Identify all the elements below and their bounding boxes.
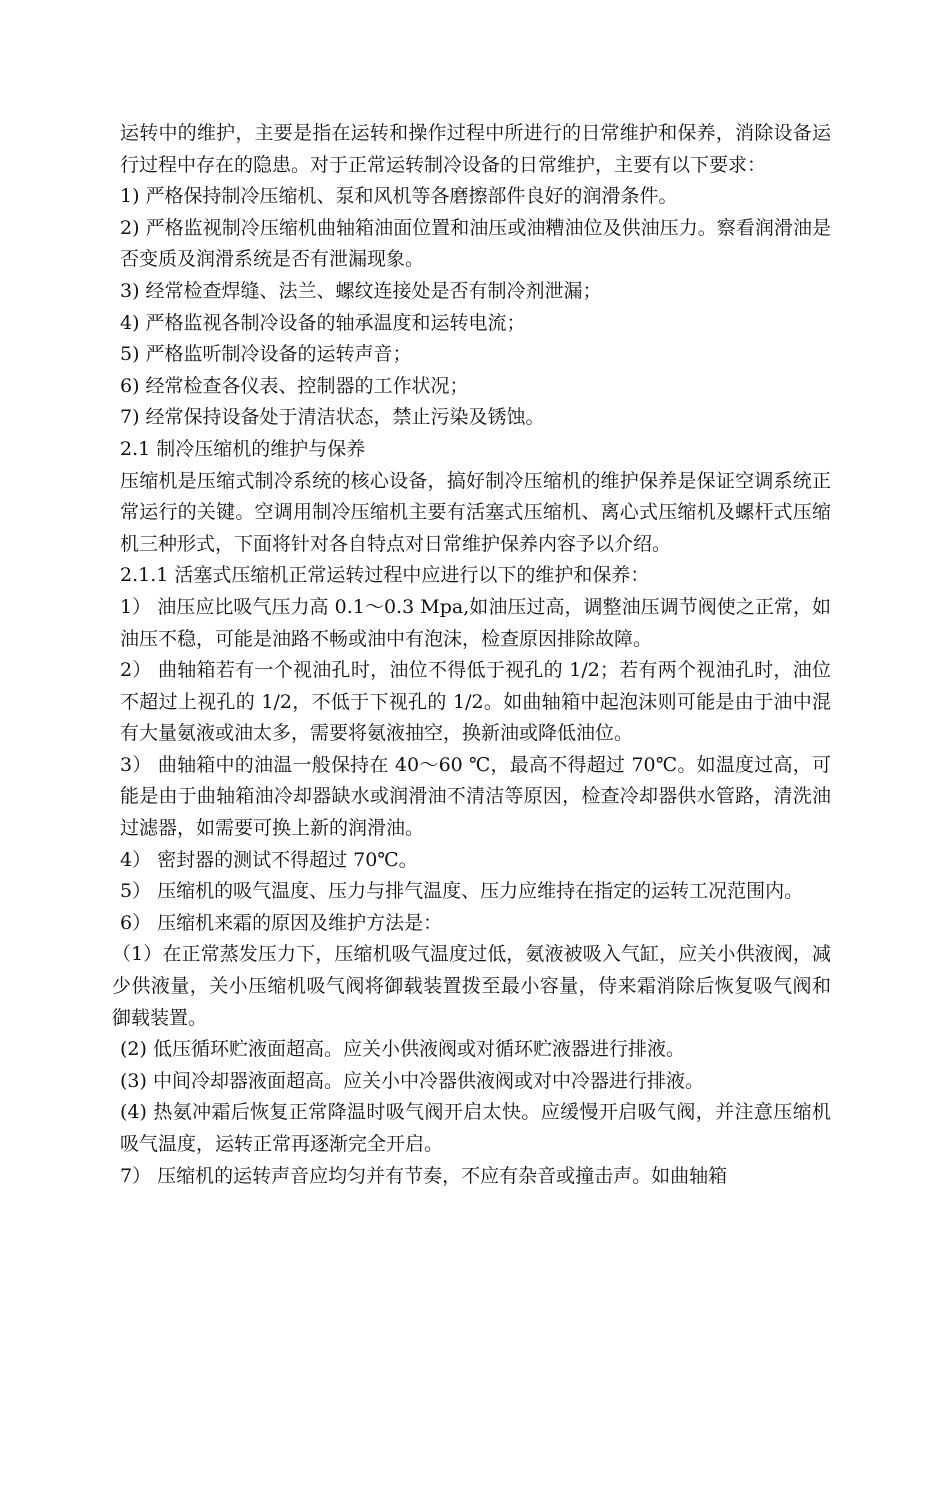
maintenance-item-4: 4） 密封器的测试不得超过 70℃。 [120, 848, 418, 871]
frost-cause-item-2: (2) 低压循环贮液面超高。应关小供液阀或对循环贮液器进行排液。 [120, 1038, 685, 1061]
intro-paragraph: 运转中的维护，主要是指在运转和操作过程中所进行的日常维护和保养，消除设备运行过程中存在的隐患。对于正常运转制冷设备的日常维护，主要有以下要求： [120, 122, 831, 176]
requirement-item-6: 6) 经常检查各仪表、控制器的工作状况； [120, 374, 469, 397]
compressor-overview-paragraph: 压缩机是压缩式制冷系统的核心设备，搞好制冷压缩机的维护保养是保证空调系统正常运行的关键。空调用制冷压缩机主要有活塞式压缩机、离心式压缩机及螺杆式压缩机三种形式，下面将针对各自特点对日常维护保养内容予以介绍。 [120, 469, 831, 555]
frost-cause-item-4: (4) 热氨冲霜后恢复正常降温时吸气阀开启太快。应缓慢开启吸气阀，并注意压缩机吸气温度，运转正常再逐渐完全开启。 [120, 1101, 831, 1155]
document-page [112, 118, 831, 1192]
maintenance-item-7: 7） 压缩机的运转声音应均匀并有节奏，不应有杂音或撞击声。如曲轴箱 [120, 1164, 728, 1187]
requirement-item-4: 4) 严格监视各制冷设备的轴承温度和运转电流； [120, 311, 526, 334]
maintenance-item-5: 5） 压缩机的吸气温度、压力与排气温度、压力应维持在指定的运转工况范围内。 [120, 880, 804, 903]
requirement-item-2: 2) 严格监视制冷压缩机曲轴箱油面位置和油压或油糟油位及供油压力。察看润滑油是否变质及润滑系统是否有泄漏现象。 [120, 216, 831, 271]
frost-cause-item-1: （1）在正常蒸发压力下，压缩机吸气温度过低，氨液被吸入气缸，应关小供液阀，减少供液量，关小压缩机吸气阀将御载装置拨至最小容量，侍来霜消除后恢复吸气阀和御载装置。 [112, 943, 831, 1029]
maintenance-item-3: 3） 曲轴箱中的油温一般保持在 40～60 ℃，最高不得超过 70℃。如温度过高，可能是由于曲轴箱油冷却器缺水或润滑油不清洁等原因，检查冷却器供水管路，清洗油过滤器，如需要可换上新的润滑油。 [120, 753, 831, 840]
maintenance-item-2: 2） 曲轴箱若有一个视油孔时，油位不得低于视孔的 1/2；若有两个视油孔时，油位不超过上视孔的 1/2，不低于下视孔的 1/2。如曲轴箱中起泡沫则可能是由于油中混有大量氨液或油太多，需要将氨液抽空，换新油或降低油位。 [120, 659, 831, 745]
requirement-item-1: 1) 严格保持制冷压缩机、泵和风机等各磨擦部件良好的润滑条件。 [120, 185, 678, 208]
section-heading-2-1: 2.1 制冷压缩机的维护与保养 [120, 437, 366, 460]
section-heading-2-1-1: 2.1.1 活塞式压缩机正常运转过程中应进行以下的维护和保养： [120, 564, 650, 587]
maintenance-item-6: 6） 压缩机来霜的原因及维护方法是： [120, 911, 443, 934]
requirement-item-7: 7) 经常保持设备处于清洁状态，禁止污染及锈蚀。 [120, 406, 545, 429]
requirement-item-5: 5) 严格监听制冷设备的运转声音； [120, 343, 412, 366]
maintenance-item-1: 1） 油压应比吸气压力高 0.1～0.3 Mpa,如油压过高，调整油压调节阀使之正常，如油压不稳，可能是油路不畅或油中有泡沫，检查原因排除故障。 [120, 595, 831, 650]
frost-cause-item-3: (3) 中间冷却器液面超高。应关小中冷器供液阀或对中冷器进行排液。 [120, 1069, 704, 1092]
requirement-item-3: 3) 经常检查焊缝、法兰、螺纹连接处是否有制冷剂泄漏； [120, 279, 602, 302]
